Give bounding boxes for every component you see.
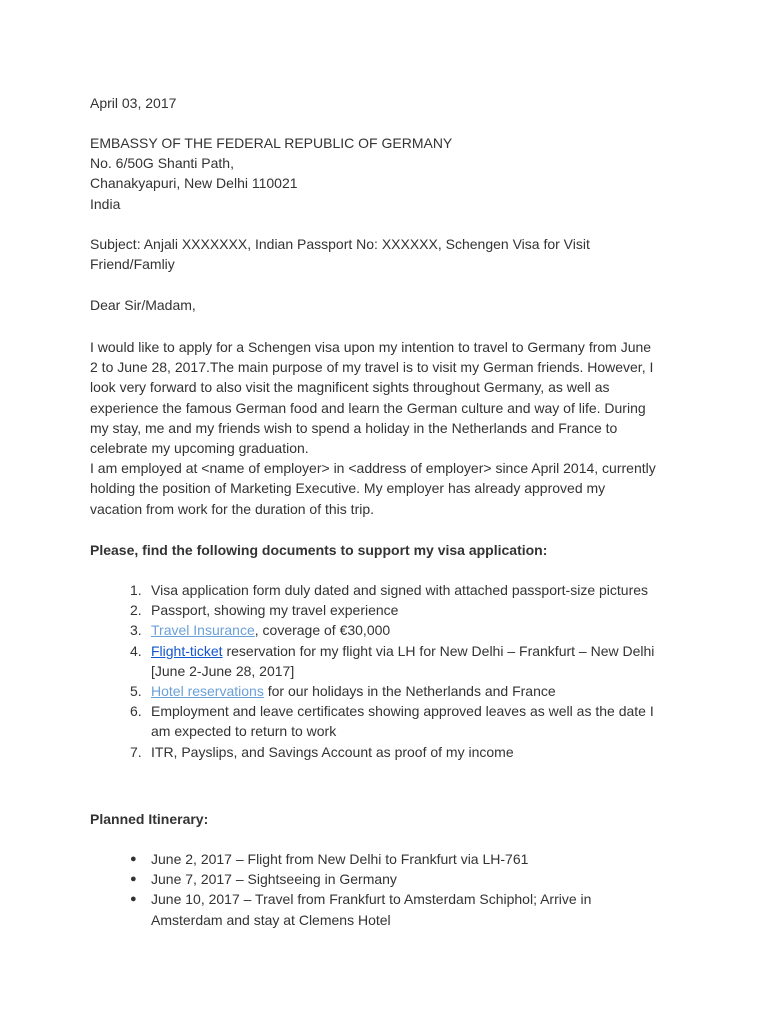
letter-date: April 03, 2017 [90, 95, 177, 111]
documents-heading: Please, find the following documents to support my visa application: [90, 542, 548, 558]
list-item [90, 681, 690, 701]
list-item-text: reservation for my flight via LH for New Delhi – Frankfurt – New Delhi [222, 642, 655, 659]
itinerary-list [90, 849, 690, 930]
body-line: celebrate my upcoming graduation. [90, 440, 309, 457]
address-line: Chanakyapuri, New Delhi 110021 [90, 175, 298, 192]
list-number: 6. [130, 703, 142, 720]
hotel-reservations-link[interactable]: Hotel reservations [151, 683, 264, 700]
list-item-text: for our holidays in the Netherlands and France [263, 683, 556, 700]
list-item-text: June 2, 2017 – Flight from New Delhi to Frankfurt via LH-761 [151, 851, 529, 867]
list-item-text: June 10, 2017 – Travel from Frankfurt to Amsterdam Schiphol; Arrive in [151, 891, 592, 908]
travel-insurance-link[interactable]: Travel Insurance [151, 622, 255, 639]
list-item-text: Employment and leave certificates showing approved leaves as well as the date I [151, 703, 654, 720]
list-item [90, 849, 690, 869]
body-line: look very forward to also visit the magnificent sights throughout Germany, as well as [90, 379, 610, 396]
body-line: experience the famous German food and learn the German culture and way of life. During [90, 399, 646, 416]
body-line: holding the position of Marketing Executive. My employer has already approved my [90, 480, 606, 497]
body-line: I would like to apply for a Schengen visa upon my intention to travel to Germany from June [90, 339, 652, 355]
list-item [90, 742, 690, 762]
subject-line [90, 234, 690, 274]
list-item [90, 600, 690, 620]
list-item-text: ITR, Payslips, and Savings Account as proof of my income [151, 743, 514, 760]
list-item [90, 869, 690, 889]
address-line: No. 6/50G Shanti Path, [90, 155, 234, 172]
address-line: India [90, 195, 121, 212]
list-number: 7. [130, 743, 142, 760]
body-line: vacation from work for the duration of this trip. [90, 500, 375, 517]
flight-ticket-link[interactable]: Flight-ticket [151, 642, 223, 659]
list-item [90, 641, 690, 681]
list-item-text: [June 2-June 28, 2017] [151, 662, 295, 679]
recipient-address [90, 133, 690, 214]
body-line: my stay, me and my friends wish to spend a holiday in the Netherlands and France to [90, 419, 618, 436]
bullet-icon: ● [130, 853, 137, 865]
list-number: 3. [130, 622, 142, 639]
list-item-text: Visa application form duly dated and signed with attached passport-size pictures [151, 582, 649, 598]
body-line: 2 to June 28, 2017.The main purpose of my travel is to visit my German friends. However, I [90, 359, 654, 376]
bullet-icon: ● [130, 873, 137, 886]
list-item [90, 701, 690, 741]
documents-list [90, 580, 690, 762]
list-item-text: , coverage of €30,000 [254, 622, 391, 639]
body-line: I am employed at <name of employer> in <address of employer> since April 2014, currently [90, 460, 656, 477]
letter-body [90, 337, 690, 519]
itinerary-heading: Planned Itinerary: [90, 811, 209, 827]
subject-text: Subject: Anjali XXXXXXX, Indian Passport No: XXXXXX, Schengen Visa for Visit [90, 236, 590, 252]
list-item [90, 620, 690, 640]
list-item-text: June 7, 2017 – Sightseeing in Germany [151, 871, 397, 888]
list-item [90, 580, 690, 600]
list-item-text: am expected to return to work [151, 723, 337, 740]
list-number: 2. [130, 602, 142, 619]
list-item-text: Amsterdam and stay at Clemens Hotel [151, 911, 391, 928]
bullet-icon: ● [130, 893, 137, 906]
address-line: EMBASSY OF THE FEDERAL REPUBLIC OF GERMANY [90, 135, 453, 151]
salutation: Dear Sir/Madam, [90, 297, 196, 313]
list-number: 1. [130, 582, 142, 598]
list-number: 4. [130, 642, 142, 659]
list-item-text: Passport, showing my travel experience [151, 602, 399, 619]
subject-text: Friend/Famliy [90, 256, 175, 273]
list-item [90, 889, 690, 929]
list-number: 5. [130, 683, 142, 700]
